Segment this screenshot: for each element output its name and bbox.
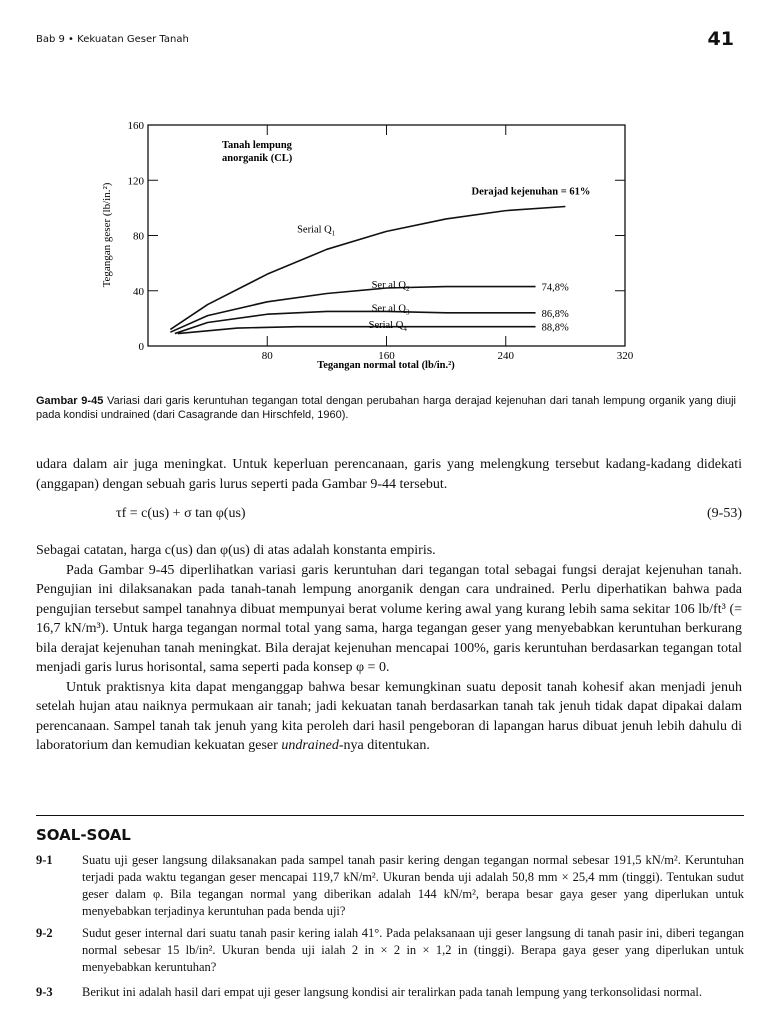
section-title: SOAL-SOAL bbox=[36, 826, 131, 844]
y-tick-label: 0 bbox=[138, 341, 144, 353]
running-header: Bab 9 • Kekuatan Geser Tanah bbox=[36, 34, 189, 45]
paragraph-3: Pada Gambar 9-45 diperlihatkan variasi garis keruntuhan dari tegangan total sebagai fungsi derajat kejenuhan tanah. Pengujian ini dilaksanakan pada tanah-tanah lempung anorganik dengan cara undrained. Perlu diperhatikan bahwa pada pengujian tersebut sampel tanahnya dibuat mempunyai berat volume kering awal yang kurang lebih sama sekitar 106 lb/ft³ (= 16,7 kN/m³). Untuk harga tegangan normal total yang sama, harga tegangan geser yang menyebabkan keruntuhan berkurang bila derajat kejenuhan tanah meningkat. Bila derajat kejenuhan mencapai 100%, garis keruntuhan berdasarkan tegangan total menjadi garis lurus horisontal, sama seperti pada konsep φ = 0. bbox=[36, 562, 742, 675]
figure-caption bbox=[36, 394, 736, 422]
annotation-line1: Tanah lempung bbox=[222, 140, 292, 151]
series-label-4: Serial $Q_4$ bbox=[368, 320, 407, 334]
y-tick-label: 160 bbox=[127, 120, 144, 132]
series-end-label-2: 74,8% bbox=[541, 282, 569, 294]
paragraph-1 bbox=[36, 455, 742, 494]
series-line-2 bbox=[170, 287, 535, 333]
body-text bbox=[36, 541, 742, 756]
series-line-4 bbox=[178, 327, 536, 334]
problem-9-3 bbox=[36, 984, 744, 1001]
problem-number: 9-3 bbox=[36, 985, 53, 999]
problem-number: 9-2 bbox=[36, 926, 53, 940]
series-label-1: Serial $Q_1$ bbox=[297, 224, 336, 238]
x-tick-label: 240 bbox=[497, 350, 514, 362]
problem-number: 9-1 bbox=[36, 853, 53, 867]
paragraph-4-text: Untuk praktisnya kita dapat menganggap bahwa besar kemungkinan suatu deposit tanah kohesif akan menjadi jenuh setelah hujan atau naiknya permukaan air tanah; jadi kekuatan tanah berdasarkan tanah tak jenuh tidak dapat dipakai dalam perencanaan. Sampel tanah tak jenuh yang kita peroleh dari hasil pengeboran di lapangan harus dibuat jenuh lebih dahulu di laboratorium dan kemudian kekuatan geser bbox=[36, 679, 742, 753]
x-tick-label: 320 bbox=[616, 350, 634, 362]
series-label-2: Ser al $Q_2$ bbox=[371, 279, 410, 293]
paragraph-4-end: -nya ditentukan. bbox=[338, 738, 430, 753]
caption-text: Variasi dari garis keruntuhan tegangan total dengan perubahan harga derajad kejenuhan dari tanah lempung organik yang diuji pada kondisi undrained (dari Casagrande dan Hirschfeld, 1960). bbox=[36, 395, 736, 421]
x-tick-label: 80 bbox=[261, 350, 273, 362]
series-end-label-3: 86,8% bbox=[541, 308, 569, 320]
paragraph-4 bbox=[36, 678, 742, 756]
section-divider bbox=[36, 815, 744, 816]
problem-9-2 bbox=[36, 925, 744, 976]
equation-formula: τf = c(us) + σ tan φ(us) bbox=[116, 506, 246, 521]
y-tick-label: 40 bbox=[133, 285, 144, 298]
paragraph-2: Sebagai catatan, harga c(us) dan φ(us) di atas adalah konstanta empiris. bbox=[36, 543, 436, 558]
series-label-3: Ser al $Q_3$ bbox=[371, 303, 410, 317]
equation-number: (9-53) bbox=[707, 506, 742, 521]
page-number: 41 bbox=[707, 28, 734, 50]
y-tick-label: 80 bbox=[133, 230, 144, 243]
paragraph-text: udara dalam air juga meningkat. Untuk keperluan perencanaan, garis yang melengkung tersebut kadang-kadang didekati (anggapan) dengan sebuah garis lurus seperti pada Gambar 9-44 tersebut. bbox=[36, 457, 742, 492]
shear-strength-chart bbox=[90, 110, 650, 375]
paragraph-4-italic: undrained bbox=[281, 738, 339, 753]
y-axis-label: Tegangan geser (lb/in.²) bbox=[101, 182, 113, 288]
problem-9-1 bbox=[36, 852, 744, 920]
series-end-label-4: 88,8% bbox=[541, 322, 569, 334]
series-end-label-1: Derajad kejenuhan = 61% bbox=[471, 186, 591, 198]
x-tick-label: 160 bbox=[378, 350, 395, 362]
problem-text: Berikut ini adalah hasil dari empat uji geser langsung kondisi air teralirkan pada tanah lempung yang terkonsolidasi normal. bbox=[82, 985, 702, 999]
x-axis-label: Tegangan normal total (lb/in.²) bbox=[317, 360, 455, 371]
problem-text: Sudut geser internal dari suatu tanah pasir kering ialah 41°. Pada pelaksanaan uji geser langsung di tanah pasir ini, diberi tegangan normal sebesar 15 lb/in². Ukuran benda uji ialah 2 in × 2 in × 1,2 in (tinggi). Berapa gaya geser yang diperlukan untuk menyebabkan keruntuhan? bbox=[82, 926, 744, 974]
problem-text: Suatu uji geser langsung dilaksanakan pada sampel tanah pasir kering dengan tegangan normal sebesar 191,5 kN/m². Keruntuhan terjadi pada waktu tegangan geser mencapai 119,7 kN/m². Ukuran benda uji adalah 50,8 mm × 25,4 mm (tinggi). Tentukan sudut geser dalam φ. Bila tegangan normal yang diberikan adalah 144 kN/m², berapa besar gaya geser yang diperlukan untuk menyebabkan terjadinya keruntuhan pada benda uji? bbox=[82, 853, 744, 918]
series-line-3 bbox=[175, 311, 536, 333]
y-tick-label: 120 bbox=[127, 175, 144, 188]
caption-label: Gambar 9-45 bbox=[36, 395, 104, 407]
annotation-line2: anorganik (CL) bbox=[222, 153, 293, 164]
